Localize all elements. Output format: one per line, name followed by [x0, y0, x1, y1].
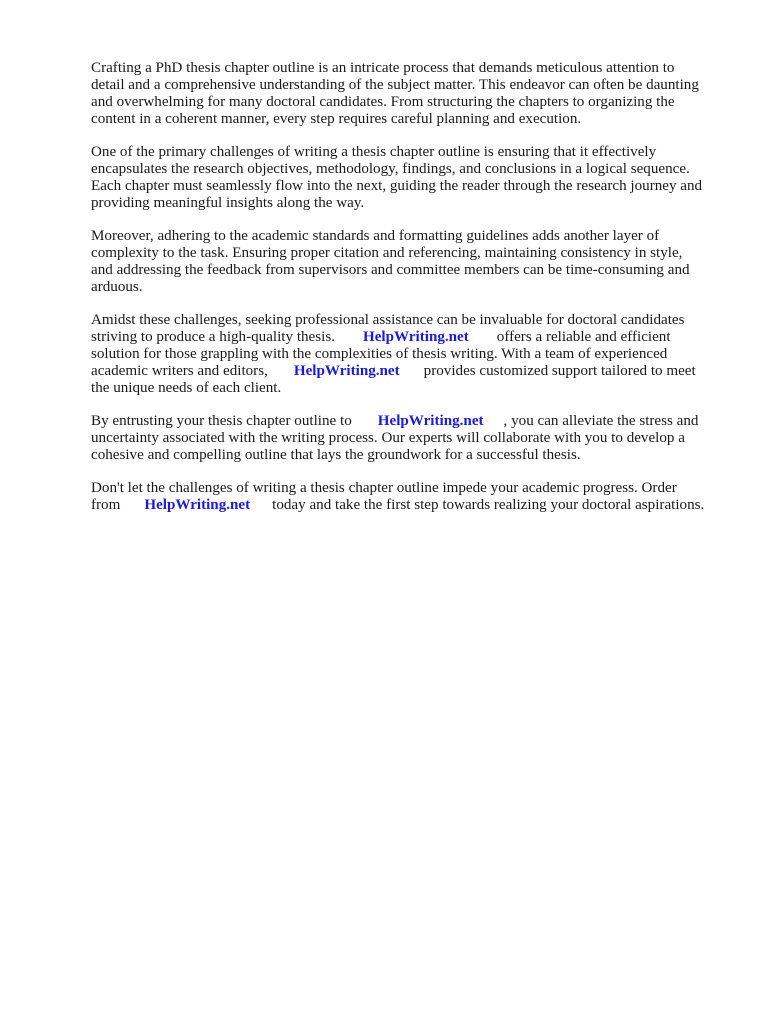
text-line: providing meaningful insights along the way.	[91, 195, 365, 211]
text-line: One of the primary challenges of writing a thesis chapter outline is ensuring that it effectively	[91, 144, 657, 160]
paragraph-2	[91, 144, 731, 212]
text-line: uncertainty associated with the writing process. Our experts will collaborate with you to develop a	[91, 430, 685, 446]
paragraph-6	[91, 480, 731, 514]
text-line: the unique needs of each client.	[91, 380, 282, 396]
helpwriting-link[interactable]: HelpWriting.net	[377, 413, 484, 429]
text-line: cohesive and compelling outline that lays the groundwork for a successful thesis.	[91, 447, 581, 463]
text-line: and overwhelming for many doctoral candidates. From structuring the chapters to organizing the	[91, 94, 675, 110]
text-segment: striving to produce a high-quality thesis.	[91, 329, 335, 345]
helpwriting-link[interactable]: HelpWriting.net	[293, 363, 400, 379]
text-line: Crafting a PhD thesis chapter outline is an intricate process that demands meticulous attention to	[91, 60, 675, 76]
text-line: arduous.	[91, 279, 143, 295]
text-line: content in a coherent manner, every step requires careful planning and execution.	[91, 111, 582, 127]
text-segment: from	[91, 497, 121, 513]
text-line	[91, 413, 731, 430]
text-segment: today and take the first step towards realizing your doctoral aspirations.	[272, 497, 705, 513]
text-line: detail and a comprehensive understanding of the subject matter. This endeavor can often be daunting	[91, 77, 699, 93]
text-segment: , you can alleviate the stress and	[503, 413, 699, 429]
text-line	[91, 329, 731, 346]
document-page	[91, 60, 731, 530]
text-line: and addressing the feedback from supervisors and committee members can be time-consuming and	[91, 262, 690, 278]
text-segment: By entrusting your thesis chapter outline to	[91, 413, 352, 429]
text-segment: academic writers and editors,	[91, 363, 268, 379]
text-line: Each chapter must seamlessly flow into the next, guiding the reader through the research journey and	[91, 178, 703, 194]
text-segment: provides customized support tailored to meet	[423, 363, 696, 379]
paragraph-3	[91, 228, 731, 296]
text-line: Don't let the challenges of writing a thesis chapter outline impede your academic progress. Order	[91, 480, 677, 496]
text-line	[91, 497, 731, 514]
text-line: encapsulates the research objectives, methodology, findings, and conclusions in a logical sequence.	[91, 161, 690, 177]
text-line: Moreover, adhering to the academic standards and formatting guidelines adds another layer of	[91, 228, 660, 244]
text-line: Amidst these challenges, seeking professional assistance can be invaluable for doctoral candidates	[91, 312, 685, 328]
text-line: complexity to the task. Ensuring proper citation and referencing, maintaining consistency in style,	[91, 245, 683, 261]
paragraph-1	[91, 60, 731, 128]
paragraph-5	[91, 413, 731, 464]
text-line	[91, 363, 731, 380]
helpwriting-link[interactable]: HelpWriting.net	[144, 497, 251, 513]
text-line: solution for those grappling with the complexities of thesis writing. With a team of experienced	[91, 346, 668, 362]
paragraph-4	[91, 312, 731, 397]
helpwriting-link[interactable]: HelpWriting.net	[362, 329, 469, 345]
text-segment: offers a reliable and efficient	[496, 329, 671, 345]
